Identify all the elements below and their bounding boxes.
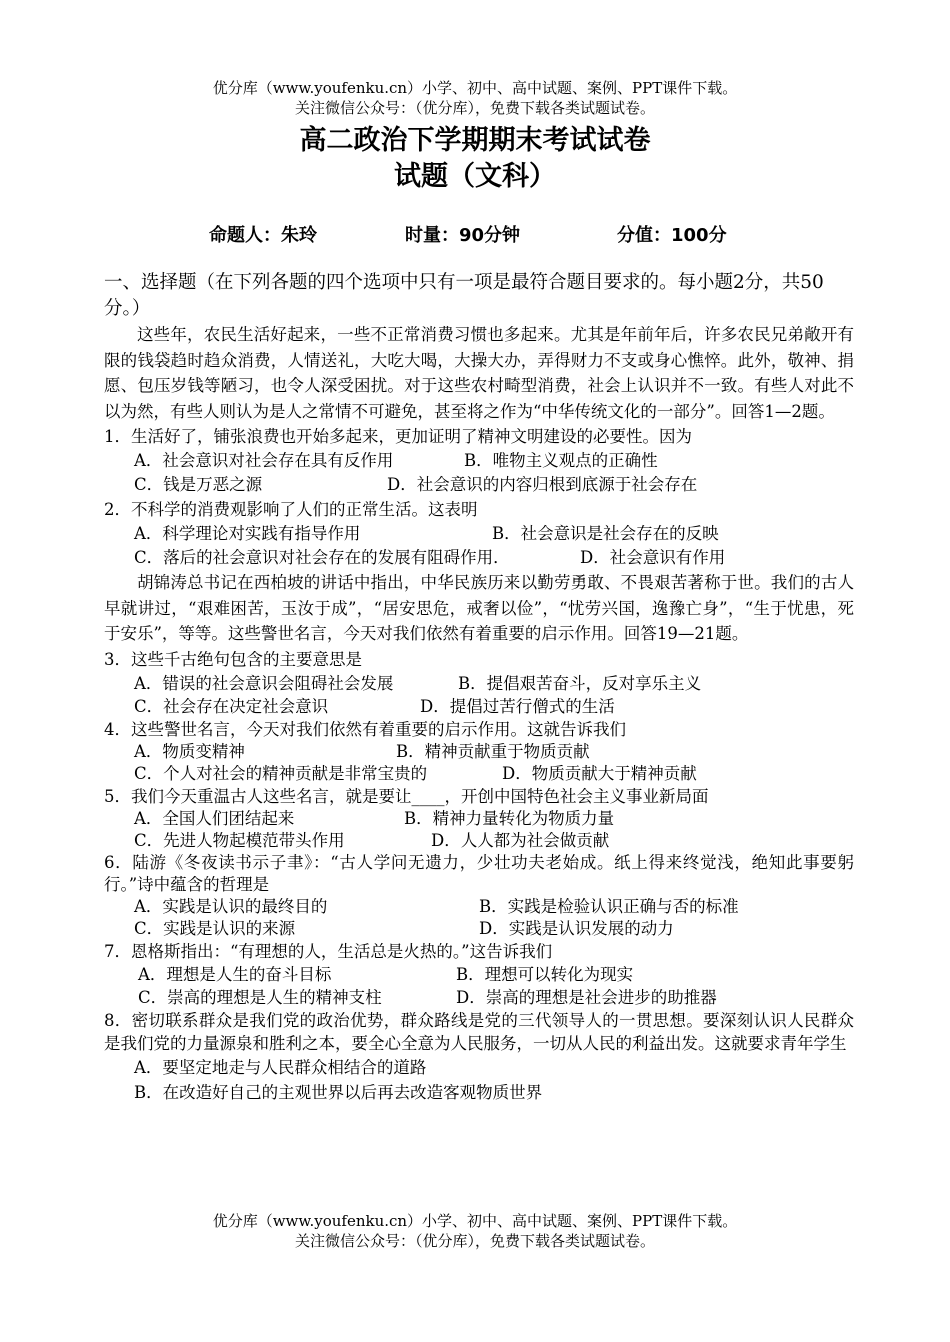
passage-2: 胡锦涛总书记在西柏坡的讲话中指出，中华民族历来以勤劳勇敢、不畏艰苦著称于世。我们的古人早就讲过，“艰难困苦，玉汝于成”，“居安思危，戒奢以俭”，“忧劳兴国，逸豫亡身”，“生于忧患，死于安乐”，等等。这些警世名言，今天对我们依然有着重要的启示作用。回答19—21题。 [104, 573, 854, 643]
option-c: C．崇高的理想是人生的精神支柱 [138, 987, 382, 1007]
question-stem: 3．这些千古绝句包含的主要意思是 [104, 649, 362, 669]
option-b: B．提倡艰苦奋斗，反对享乐主义 [458, 673, 702, 693]
passage-1: 这些年，农民生活好起来，一些不正常消费习惯也多起来。尤其是年前年后，许多农民兄弟敞开有限的钱袋趋时趋众消费，人情送礼，大吃大喝，大操大办，弄得财力不支或身心憔悴。此外，敬神、捐愿、包压岁钱等陋习，也令人深受困扰。对于这些农村畸型消费，社会上认识并不一致。有些人对此不以为然，有些人则认为是人之常情不可避免，甚至将之作为“中华传统文化的一部分”。回答1—2题。 [104, 325, 854, 421]
question-8 [104, 1009, 854, 1105]
question-3 [104, 647, 854, 718]
exam-score: 分值：100分 [617, 225, 727, 246]
option-b: B．理想可以转化为现实 [456, 964, 634, 984]
option-b: B．精神力量转化为物质力量 [404, 808, 615, 828]
page-title: 高二政治下学期期末考试试卷 [299, 125, 651, 156]
option-a: A．科学理论对实践有指导作用 [134, 524, 361, 543]
question-stem: 8．密切联系群众是我们党的政治优势，群众路线是党的三代领导人的一贯思想。要深刻认识人民群众是我们党的力量源泉和胜利之本，要全心全意为人民服务，一切从人民的利益出发。这就要求青年学生 [104, 1010, 854, 1053]
option-b: B．实践是检验认识正确与否的标准 [479, 896, 739, 916]
option-b: B．在改造好自己的主观世界以后再去改造客观物质世界 [134, 1082, 543, 1102]
option-d: D．崇高的理想是社会进步的助推器 [456, 987, 717, 1007]
option-a: A．物质变精神 [134, 741, 245, 761]
option-a: A．社会意识对社会存在具有反作用 [134, 451, 394, 470]
question-6 [104, 852, 854, 940]
question-4 [104, 718, 854, 785]
question-5 [104, 785, 854, 852]
option-c: C．实践是认识的来源 [134, 918, 296, 938]
option-a: A．全国人们团结起来 [134, 808, 295, 828]
footer-line-2: 关注微信公众号：（优分库），免费下载各类试题试卷。 [294, 1232, 655, 1250]
question-stem: 4．这些警世名言，今天对我们依然有着重要的启示作用。这就告诉我们 [104, 719, 626, 739]
question-1 [104, 424, 854, 497]
option-d: D．实践是认识发展的动力 [479, 918, 674, 938]
exam-author: 命题人：朱玲 [209, 225, 317, 246]
question-7 [104, 940, 854, 1009]
question-stem: 5．我们今天重温古人这些名言，就是要让____，开创中国特色社会主义事业新局面 [104, 786, 709, 806]
option-d: D．提倡过苦行僧式的生活 [420, 696, 615, 716]
question-stem: 7．恩格斯指出：“有理想的人，生活总是火热的。”这告诉我们 [104, 941, 553, 961]
option-b: B．唯物主义观点的正确性 [464, 451, 658, 470]
option-d: D．社会意识的内容归根到底源于社会存在 [387, 475, 698, 494]
option-d: D．社会意识有作用 [580, 548, 726, 567]
option-d: D．物质贡献大于精神贡献 [502, 763, 697, 783]
option-d: D．人人都为社会做贡献 [431, 830, 610, 850]
page-subtitle: 试题（文科） [394, 161, 556, 192]
exam-meta [0, 221, 950, 249]
option-b: B．精神贡献重于物质贡献 [396, 741, 590, 761]
footer-line-1: 优分库（www.youfenku.cn）小学、初中、高中试题、案例、PPT课件下载。 [212, 1212, 738, 1230]
option-a: A．理想是人生的奋斗目标 [138, 964, 332, 984]
exam-time: 时量：90分钟 [405, 225, 521, 246]
option-c: C．落后的社会意识对社会存在的发展有阻碍作用． [134, 548, 510, 567]
option-a: A．要坚定地走与人民群众相结合的道路 [134, 1057, 427, 1077]
option-a: A．错误的社会意识会阻碍社会发展 [134, 673, 394, 693]
header-line-2: 关注微信公众号：（优分库），免费下载各类试题试卷。 [294, 99, 655, 117]
question-2 [104, 497, 854, 570]
question-stem: 6．陆游《冬夜读书示子聿》：“古人学问无遗力，少壮功夫老始成。纸上得来终觉浅，绝知此事要躬行。”诗中蕴含的哲理是 [104, 852, 854, 894]
option-c: C．个人对社会的精神贡献是非常宝贵的 [134, 763, 428, 783]
exam-content [104, 270, 854, 1105]
option-c: C．先进人物起模范带头作用 [134, 830, 345, 850]
option-c: C．社会存在决定社会意识 [134, 696, 329, 716]
section-heading: 一、选择题（在下列各题的四个选项中只有一项是最符合题目要求的。每小题2分，共50分。） [104, 272, 824, 319]
question-stem: 1．生活好了，铺张浪费也开始多起来，更加证明了精神文明建设的必要性。因为 [104, 427, 692, 446]
option-a: A．实践是认识的最终目的 [134, 896, 328, 916]
option-b: B．社会意识是社会存在的反映 [492, 524, 719, 543]
header-line-1: 优分库（www.youfenku.cn）小学、初中、高中试题、案例、PPT课件下载。 [212, 79, 738, 97]
question-stem: 2．不科学的消费观影响了人们的正常生活。这表明 [104, 500, 478, 519]
option-c: C．钱是万恶之源 [134, 475, 263, 494]
